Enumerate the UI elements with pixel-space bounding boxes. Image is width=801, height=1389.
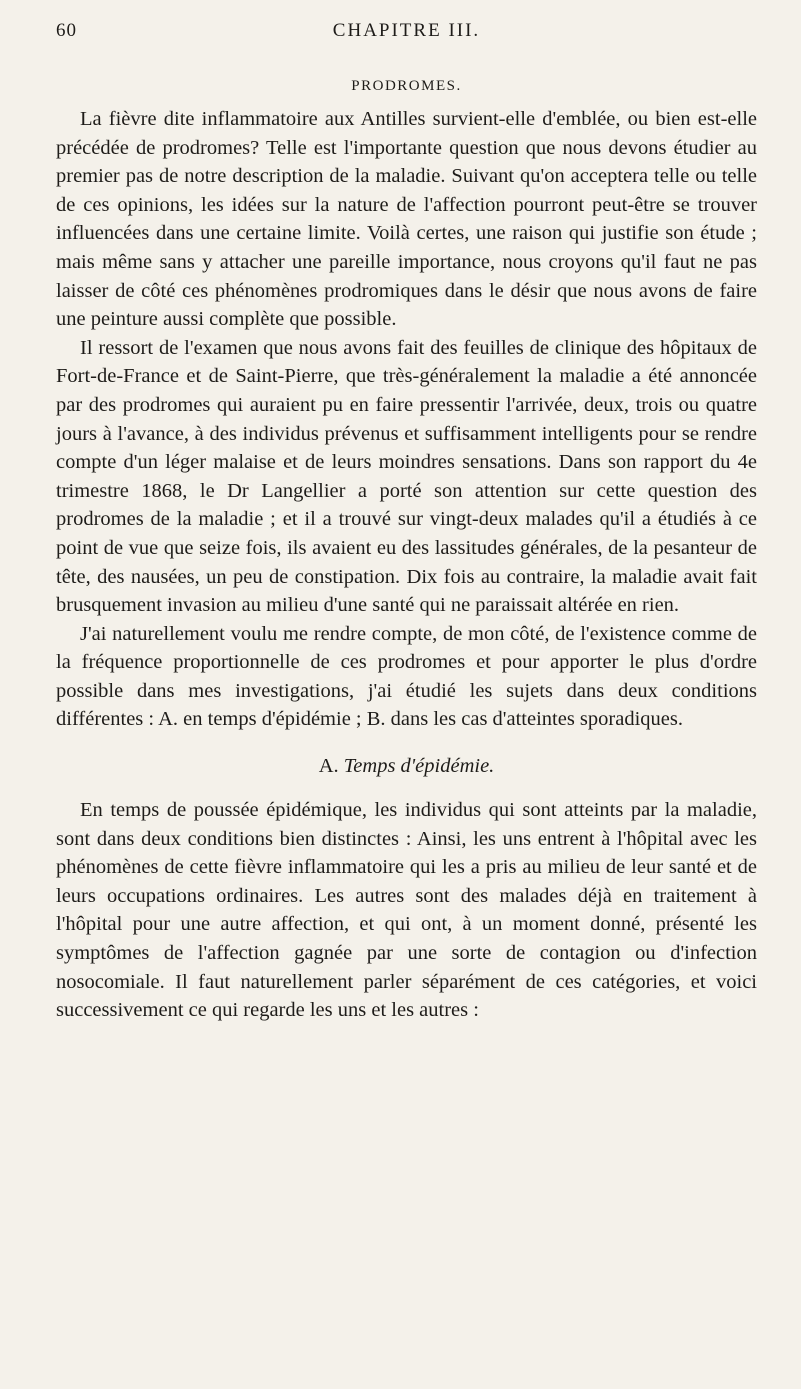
paragraph-method: J'ai naturellement voulu me rendre compte, de mon côté, de l'existence comme de la fréquence proportionnelle de ces prodromes et pour apporter le plus d'ordre possible dans mes investigations, j'ai étudié les sujets dans deux conditions différentes : A. en temps d'épidémie ; B. dans les cas d'atteintes sporadiques. xyxy=(56,622,757,731)
chapter-title: CHAPITRE III. xyxy=(332,20,481,41)
subsection-title xyxy=(56,752,757,780)
subsection-heading: Temps d'épidémie. xyxy=(343,755,495,778)
page-number: 60 xyxy=(56,20,77,41)
paragraph-intro: La fièvre dite inflammatoire aux Antilles survient-elle d'emblée, ou bien est-elle précédée de prodromes? Telle est l'importante question que nous devons étudier au premier pas de notre description de la maladie. Suivant qu'on acceptera telle ou telle de ces opinions, les idées sur la nature de l'affection pourront peut-être se trouver influencées dans une certaine limite. Voilà certes, une raison qui justifie son étude ; mais même sans y attacher une pareille importance, nous croyons qu'il faut ne pas laisser de côté ces phénomènes prodromiques dans le désir que nous avons de faire une peinture aussi complète que possible. xyxy=(56,108,757,331)
subsection-letter: A. xyxy=(318,755,339,778)
running-head xyxy=(56,16,757,56)
paragraph-clinical-findings: Il ressort de l'examen que nous avons fait des feuilles de clinique des hôpitaux de Fort-de-France et de Saint-Pierre, que très-généralement la maladie a été annoncée par des prodromes qui auraient pu en faire pressentir l'arrivée, deux, trois ou quatre jours à l'avance, à des individus prévenus et suffisamment intelligents pour se rendre compte d'un léger malaise et de leurs moindres sensations. Dans son rapport du 4e trimestre 1868, le Dr Langellier a porté son attention sur cette question des prodromes de la maladie ; et il a trouvé sur vingt-deux malades qu'il a étudiés à ce point de vue que seize fois, ils avaient eu des lassitudes générales, de la pesanteur de tête, des nausées, un peu de constipation. Dix fois au contraire, la maladie avait fait brusquement invasion au milieu d'une santé qui ne paraissait altérée en rien. xyxy=(56,336,757,617)
section-title: PRODROMES. xyxy=(351,78,462,94)
paragraph-epidemic: En temps de poussée épidémique, les individus qui sont atteints par la maladie, sont dans deux conditions bien distinctes : Ainsi, les uns entrent à l'hôpital avec les phénomènes de cette fièvre inflammatoire qui les a pris au milieu de leur santé et de leurs occupations ordinaires. Les autres sont des malades déjà en traitement à l'hôpital pour une autre affection, et qui ont, à un moment donné, présenté les symptômes de l'affection gagnée par une sorte de contagion ou d'infection nosocomiale. Il faut naturellement parler séparément de ces catégories, et voici successivement ce qui regarde les uns et les autres : xyxy=(56,799,757,1022)
